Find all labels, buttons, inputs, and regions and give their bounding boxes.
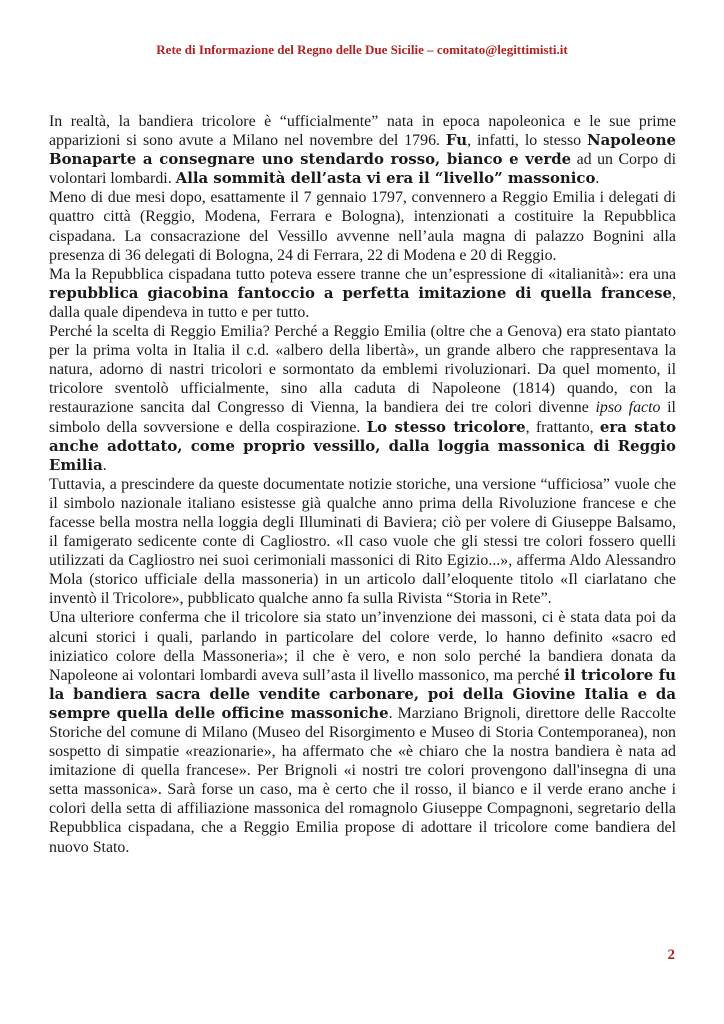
text-run: , frattanto,	[525, 418, 600, 436]
bold-text: era stato anche adottato, come proprio vessillo, dalla loggia massonica di Reggio Emilia	[49, 417, 677, 474]
bold-text: Lo stesso tricolore	[366, 417, 526, 436]
page-header: Rete di Informazione del Regno delle Due Sicilie – comitato@legittimisti.it	[156, 42, 568, 57]
text-run: , dalla quale dipendeva in tutto e per tutto.	[49, 284, 676, 321]
text-run: il simbolo della sovversione e della cospirazione.	[49, 399, 676, 436]
text-run: . Marziano Brignoli, direttore delle Raccolte Storiche del comune di Milano (Museo del Risorgimento e Museo di Storia Contemporanea), non sospetto di simpatie «reazionarie», ha affermato che «è chiaro che la nostra bandiera è nata ad imitazione di quella francese». Per Brignoli «i nostri tre colori provengono dall'insegna di una setta massonica». Sarà forse un caso, ma è certo che il rosso, il bianco e il verde erano anche i colori della setta di affiliazione massonica del romagnolo Giuseppe Compagnoni, segretario della Repubblica cispadana, che a Reggio Emilia propose di adottare il tricolore come bandiera del nuovo Stato.	[49, 704, 676, 856]
text-run: .	[102, 456, 107, 474]
text-run: In realtà, la bandiera tricolore è “ufficialmente” nata in epoca napoleonica e le sue prime apparizioni si sono avute a Milano nel novembre del 1796.	[49, 113, 676, 150]
text-run: .	[595, 170, 600, 188]
body-paragraph	[49, 188, 676, 264]
text-run: Una ulteriore conferma che il tricolore sia stato un’invenzione dei massoni, ci è stata data poi da alcuni storici i quali, parlando in particolare del colore verde, lo hanno definito «sacro ed iniziatico colore della Massoneria»; il che è vero, e non solo perché la bandiera donata da Napoleone ai volontari lombardi aveva sull’asta il livello massonico, ma perché	[49, 609, 676, 684]
italic-text: ipso facto	[595, 399, 661, 417]
text-run: ad un Corpo di volontari lombardi.	[49, 151, 677, 188]
body-paragraph	[49, 265, 676, 322]
body-paragraph	[49, 608, 676, 856]
text-run: Meno di due mesi dopo, esattamente il 7 gennaio 1797, convennero a Reggio Emilia i delegati di quattro città (Reggio, Modena, Ferrara e Bologna), intenzionati a costituire la Repubblica cispadana. La consacrazione del Vessillo avvenne nell’aula magna di palazzo Bognini alla presenza di 36 delegati di Bologna, 24 di Ferrara, 22 di Modena e 20 di Reggio.	[49, 189, 676, 264]
body-paragraph	[49, 322, 676, 475]
text-run: Ma la Repubblica cispadana tutto poteva essere tranne che un’espressione di «italianità»: era una	[49, 265, 676, 283]
body-paragraph	[49, 112, 676, 188]
bold-text: Fu	[445, 131, 468, 150]
bold-text: Napoleone Bonaparte a consegnare uno stendardo rosso, bianco e verde	[49, 131, 676, 169]
page-number: 2	[667, 947, 675, 963]
bold-text: Alla sommità dell’asta vi era il “livello” massonico	[175, 169, 596, 188]
bold-text: repubblica giacobina fantoccio a perfetta imitazione di quella francese	[49, 283, 673, 302]
article-body	[49, 112, 676, 857]
text-run: Tuttavia, a prescindere da queste documentate notizie storiche, una versione “ufficiosa” vuole che il simbolo nazionale italiano esistesse già qualche anno prima della Rivoluzione francese e che facesse bella mostra nella loggia degli Illuminati di Baviera; ciò per volere di Giuseppe Balsamo, il famigerato sedicente conte di Cagliostro. «Il caso vuole che gli stessi tre colori fossero quelli utilizzati da Cagliostro nei suoi cerimoniali massonici di Rito Egizio...», afferma Aldo Alessandro Mola (storico ufficiale della massoneria) in un articolo dall’eloquente titolo «Il ciarlatano che inventò il Tricolore», pubblicato qualche anno fa sulla Rivista “Storia in Rete”.	[49, 475, 676, 608]
text-run: Perché la scelta di Reggio Emilia? Perché a Reggio Emilia (oltre che a Genova) era stato piantato per la prima volta in Italia il c.d. «albero della libertà», un grande albero che rappresentava la natura, adorno di nastri tricolori e sormontato da emblemi rivoluzionari. Da quel momento, il tricolore sventolò ufficialmente, sino alla caduta di Napoleone (1814) quando, con la restaurazione sancita dal Congresso di Vienna, la bandiera dei tre colori divenne	[49, 323, 676, 417]
bold-text: il tricolore fu la bandiera sacra delle vendite carbonare, poi della Giovine Italia e da sempre quella delle officine massoniche	[49, 665, 677, 722]
text-run: , infatti, lo stesso	[467, 132, 588, 150]
body-paragraph	[49, 475, 676, 609]
